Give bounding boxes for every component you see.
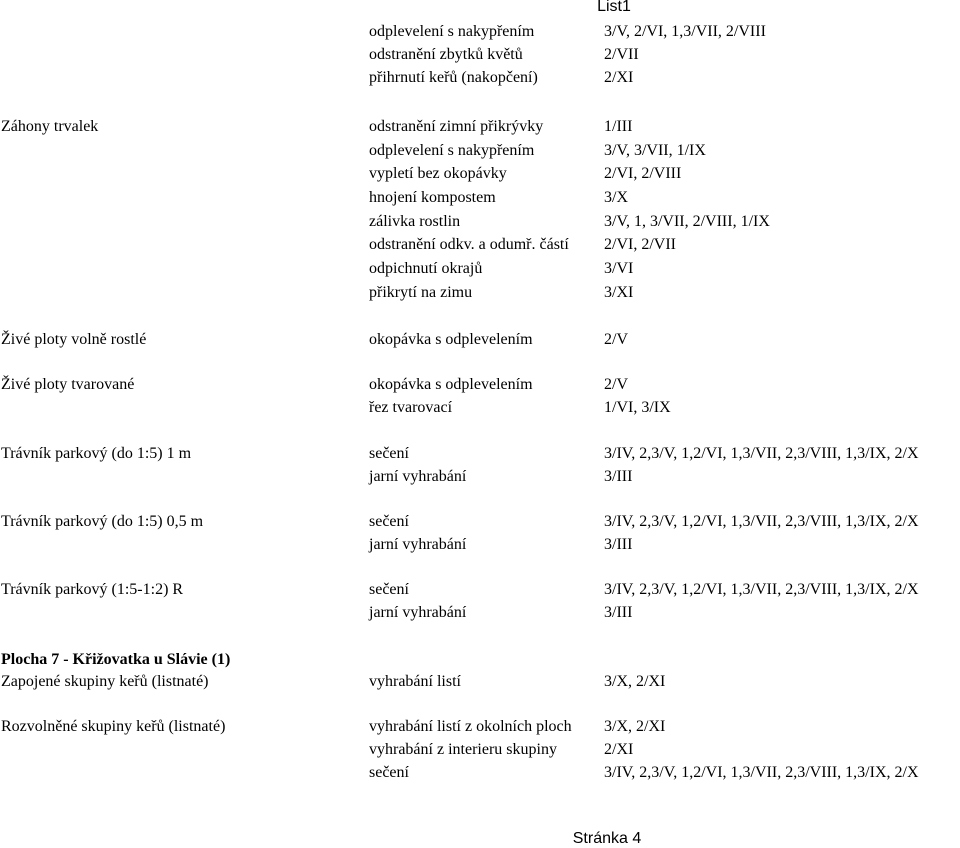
area-cell: Trávník parkový (1:5-1:2) R bbox=[1, 581, 184, 598]
table-row bbox=[0, 21, 960, 43]
task-cell: sečení bbox=[369, 764, 409, 781]
schedule-cell: 2/XI bbox=[604, 741, 634, 758]
table-row bbox=[0, 443, 960, 465]
schedule-cell: 3/X, 2/XI bbox=[604, 718, 666, 735]
task-cell: jarní vyhrabání bbox=[369, 536, 467, 553]
schedule-cell: 3/IV, 2,3/V, 1,2/VI, 1,3/VII, 2,3/VIII, 1,3/IX, 2/X bbox=[604, 513, 919, 530]
area-cell: Rozvolněné skupiny keřů (listnaté) bbox=[1, 718, 226, 735]
task-cell: hnojení kompostem bbox=[369, 189, 496, 206]
schedule-cell: 3/III bbox=[604, 604, 633, 621]
task-cell: okopávka s odplevelením bbox=[369, 331, 533, 348]
table-row bbox=[0, 116, 960, 138]
table-row bbox=[0, 466, 960, 488]
task-cell: sečení bbox=[369, 513, 409, 530]
table-row bbox=[0, 187, 960, 209]
schedule-cell: 3/X, 2/XI bbox=[604, 673, 666, 690]
schedule-cell: 2/V bbox=[604, 376, 628, 393]
task-cell: sečení bbox=[369, 581, 409, 598]
task-cell: vyhrabání listí bbox=[369, 673, 461, 690]
table-row bbox=[0, 762, 960, 784]
task-cell: zálivka rostlin bbox=[369, 213, 461, 230]
schedule-cell: 3/III bbox=[604, 536, 633, 553]
area-cell: Trávník parkový (do 1:5) 1 m bbox=[1, 445, 192, 462]
sheet-title: List1 bbox=[597, 0, 631, 15]
task-cell: přihrnutí keřů (nakopčení) bbox=[369, 69, 538, 86]
table-row bbox=[0, 67, 960, 89]
table-row bbox=[0, 671, 960, 693]
table-row bbox=[0, 211, 960, 233]
table-row bbox=[0, 602, 960, 624]
task-cell: odstranění zbytků květů bbox=[369, 46, 523, 63]
schedule-cell: 3/V, 1, 3/VII, 2/VIII, 1/IX bbox=[604, 213, 770, 230]
schedule-cell: 2/VI, 2/VIII bbox=[604, 165, 682, 182]
table-row bbox=[0, 163, 960, 185]
task-cell: sečení bbox=[369, 445, 409, 462]
task-cell: vyhrabání listí z okolních ploch bbox=[369, 718, 572, 735]
area-cell: Záhony trvalek bbox=[1, 118, 99, 135]
area-cell: Živé ploty tvarované bbox=[1, 376, 135, 393]
table-row bbox=[0, 716, 960, 738]
schedule-cell: 2/VII bbox=[604, 46, 639, 63]
task-cell: řez tvarovací bbox=[369, 399, 453, 416]
schedule-cell: 3/IV, 2,3/V, 1,2/VI, 1,3/VII, 2,3/VIII, 1,3/IX, 2/X bbox=[604, 764, 919, 781]
section-heading-row bbox=[0, 649, 960, 671]
schedule-cell: 3/X bbox=[604, 189, 628, 206]
schedule-cell: 3/III bbox=[604, 468, 633, 485]
schedule-cell: 3/IV, 2,3/V, 1,2/VI, 1,3/VII, 2,3/VIII, 1,3/IX, 2/X bbox=[604, 445, 919, 462]
task-cell: odplevelení s nakypřením bbox=[369, 142, 535, 159]
task-cell: jarní vyhrabání bbox=[369, 468, 467, 485]
table-row bbox=[0, 258, 960, 280]
table-row bbox=[0, 534, 960, 556]
area-cell: Zapojené skupiny keřů (listnaté) bbox=[1, 673, 209, 690]
area-cell: Trávník parkový (do 1:5) 0,5 m bbox=[1, 513, 204, 530]
schedule-cell: 1/VI, 3/IX bbox=[604, 399, 671, 416]
task-cell: vyhrabání z interieru skupiny bbox=[369, 741, 557, 758]
task-cell: odpichnutí okrajů bbox=[369, 260, 483, 277]
table-row bbox=[0, 739, 960, 761]
page-footer: Stránka 4 bbox=[572, 830, 642, 847]
table-row bbox=[0, 329, 960, 351]
table-row bbox=[0, 511, 960, 533]
task-cell: přikrytí na zimu bbox=[369, 284, 473, 301]
task-cell: odstranění zimní přikrývky bbox=[369, 118, 544, 135]
schedule-cell: 1/III bbox=[604, 118, 633, 135]
schedule-cell: 3/IV, 2,3/V, 1,2/VI, 1,3/VII, 2,3/VIII, 1,3/IX, 2/X bbox=[604, 581, 919, 598]
schedule-cell: 2/V bbox=[604, 331, 628, 348]
schedule-cell: 3/V, 3/VII, 1/IX bbox=[604, 142, 706, 159]
table-row bbox=[0, 397, 960, 419]
table-row bbox=[0, 44, 960, 66]
table-row bbox=[0, 234, 960, 256]
schedule-cell: 3/VI bbox=[604, 260, 634, 277]
section-heading: Plocha 7 - Křižovatka u Slávie (1) bbox=[1, 651, 231, 668]
table-row bbox=[0, 579, 960, 601]
task-cell: jarní vyhrabání bbox=[369, 604, 467, 621]
schedule-cell: 2/VI, 2/VII bbox=[604, 236, 676, 253]
schedule-cell: 2/XI bbox=[604, 69, 634, 86]
area-cell: Živé ploty volně rostlé bbox=[1, 331, 147, 348]
schedule-cell: 3/V, 2/VI, 1,3/VII, 2/VIII bbox=[604, 23, 766, 40]
task-cell: odplevelení s nakypřením bbox=[369, 23, 535, 40]
table-row bbox=[0, 140, 960, 162]
task-cell: okopávka s odplevelením bbox=[369, 376, 533, 393]
schedule-cell: 3/XI bbox=[604, 284, 634, 301]
table-row bbox=[0, 374, 960, 396]
task-cell: vypletí bez okopávky bbox=[369, 165, 507, 182]
table-row bbox=[0, 282, 960, 304]
task-cell: odstranění odkv. a odumř. částí bbox=[369, 236, 569, 253]
